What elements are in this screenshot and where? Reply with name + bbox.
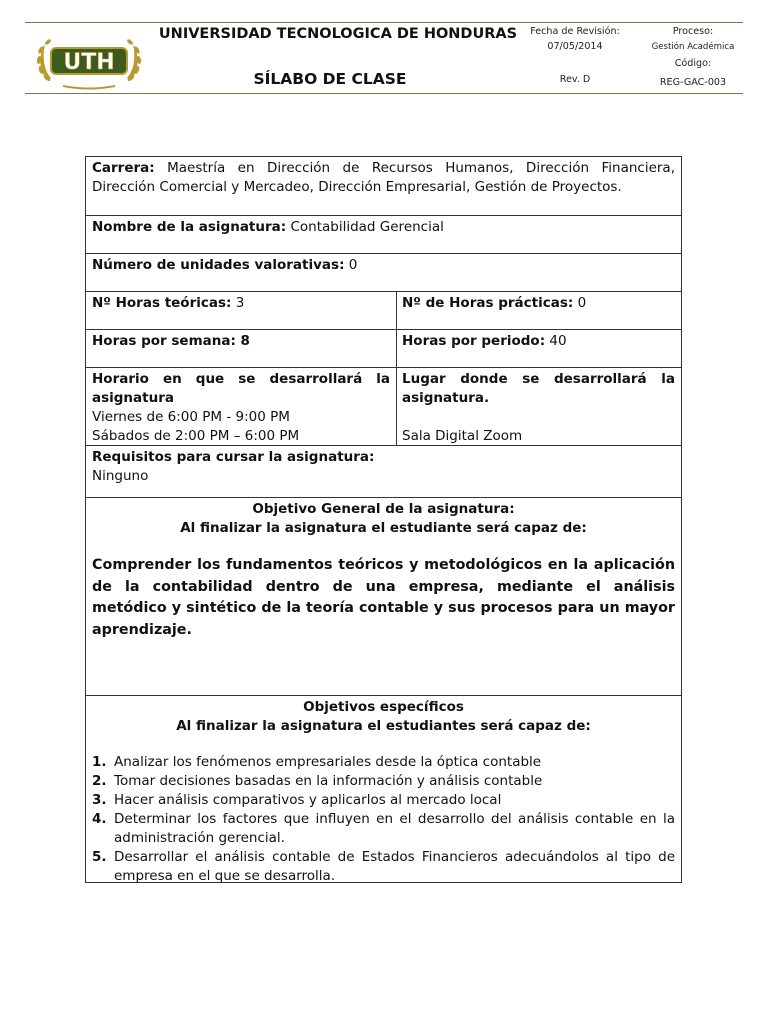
revision-number: Rev. D: [559, 74, 591, 85]
process-value: Gestión Académica: [651, 42, 735, 52]
objetivo-general-title: Objetivo General de la asignatura:: [252, 501, 515, 517]
document-header: [25, 22, 743, 94]
unidades-value: 0: [344, 257, 358, 273]
header-top-rule: [25, 22, 743, 23]
carrera-cell: [86, 157, 681, 199]
row-requisitos: [86, 445, 681, 497]
asignatura-value: Contabilidad Gerencial: [286, 219, 444, 235]
list-item-number: 5.: [92, 849, 107, 865]
horas-teoricas-value: 3: [231, 295, 245, 311]
horario-label: Horario en que se desarrollará la asignatura: [92, 371, 390, 406]
horas-practicas-value: 0: [573, 295, 587, 311]
objetivos-especificos-cell: [86, 696, 681, 888]
objetivo-general-cell: [86, 498, 681, 643]
list-item: [92, 810, 675, 848]
lugar-value: Sala Digital Zoom: [402, 428, 523, 444]
row-carrera: [86, 157, 681, 215]
list-item-number: 2.: [92, 773, 107, 789]
objetivo-general-subtitle: Al finalizar la asignatura el estudiante será capaz de:: [180, 520, 587, 536]
unidades-cell: [86, 254, 681, 277]
unidades-label: Número de unidades valorativas:: [92, 257, 345, 273]
header-bottom-rule: [25, 93, 743, 94]
list-item: [92, 791, 675, 810]
revision-date-label: Fecha de Revisión:: [530, 26, 620, 37]
list-item-number: 1.: [92, 754, 107, 770]
list-item: [92, 772, 675, 791]
university-name: UNIVERSIDAD TECNOLOGICA DE HONDURAS: [158, 26, 518, 42]
asignatura-cell: [86, 216, 681, 239]
horas-teoricas-cell: [86, 292, 396, 315]
objetivos-especificos-subtitle: Al finalizar la asignatura el estudiantes será capaz de:: [176, 718, 591, 734]
uth-logo: [33, 28, 145, 90]
objetivos-especificos-title: Objetivos específicos: [303, 699, 464, 715]
horas-semana-cell: [86, 330, 396, 353]
lugar-label: Lugar donde se desarrollará la asignatura.: [402, 371, 675, 406]
asignatura-label: Nombre de la asignatura:: [92, 219, 287, 235]
carrera-label: Carrera:: [92, 160, 155, 176]
list-item: [92, 848, 675, 886]
objetivo-general-text: Comprender los fundamentos teóricos y metodológicos en la aplicación de la contabilidad dentro de una empresa, mediante el análisis metódico y sintético de la teoría contable y sus procesos para un mayor aprendizaje.: [92, 557, 675, 638]
carrera-value: Maestría en Dirección de Recursos Humanos, Dirección Financiera, Dirección Comercial y Mercadeo, Dirección Empresarial, Gestión de Proyectos.: [92, 160, 675, 195]
row-unidades: [86, 253, 681, 291]
requisitos-cell: [86, 446, 681, 488]
row-objetivo-general: [86, 497, 681, 695]
list-item-text: Determinar los factores que influyen en el desarrollo del análisis contable en la administración gerencial.: [114, 811, 675, 846]
objetivos-list: [92, 753, 675, 886]
horas-teoricas-label: Nº Horas teóricas:: [92, 295, 232, 311]
horas-periodo-cell: [396, 330, 681, 353]
list-item-text: Analizar los fenómenos empresariales desde la óptica contable: [114, 754, 542, 770]
svg-text:UTH: UTH: [63, 50, 115, 75]
list-item-text: Tomar decisiones basadas en la información y análisis contable: [114, 773, 543, 789]
list-item: [92, 753, 675, 772]
horas-semana-label: Horas por semana: 8: [92, 333, 250, 349]
row-horario: [86, 367, 681, 445]
horas-periodo-value: 40: [545, 333, 567, 349]
row-horas-semana: [86, 329, 681, 367]
list-item-text: Hacer análisis comparativos y aplicarlos al mercado local: [114, 792, 502, 808]
horario-line-2: Sábados de 2:00 PM – 6:00 PM: [92, 428, 300, 444]
row-objetivos-especificos: [86, 695, 681, 883]
list-item-number: 3.: [92, 792, 107, 808]
horario-cell: [86, 368, 396, 448]
revision-date-value: 07/05/2014: [547, 41, 603, 52]
row-horas: [86, 291, 681, 329]
horas-practicas-cell: [396, 292, 681, 315]
list-item-text: Desarrollar el análisis contable de Estados Financieros adecuándolos al tipo de empresa en el que se desarrolla.: [114, 849, 675, 884]
process-label: Proceso:: [672, 26, 714, 37]
horario-line-1: Viernes de 6:00 PM - 9:00 PM: [92, 409, 290, 425]
horas-practicas-label: Nº de Horas prácticas:: [402, 295, 574, 311]
row-asignatura: [86, 215, 681, 253]
syllabus-table: [85, 156, 682, 883]
lugar-cell: [396, 368, 681, 448]
code-label: Código:: [674, 58, 712, 69]
requisitos-label: Requisitos para cursar la asignatura:: [92, 449, 375, 465]
document-title: SÍLABO DE CLASE: [253, 70, 407, 88]
list-item-number: 4.: [92, 811, 107, 827]
requisitos-value: Ninguno: [92, 468, 149, 484]
horas-periodo-label: Horas por periodo:: [402, 333, 546, 349]
code-value: REG-GAC-003: [659, 77, 727, 88]
